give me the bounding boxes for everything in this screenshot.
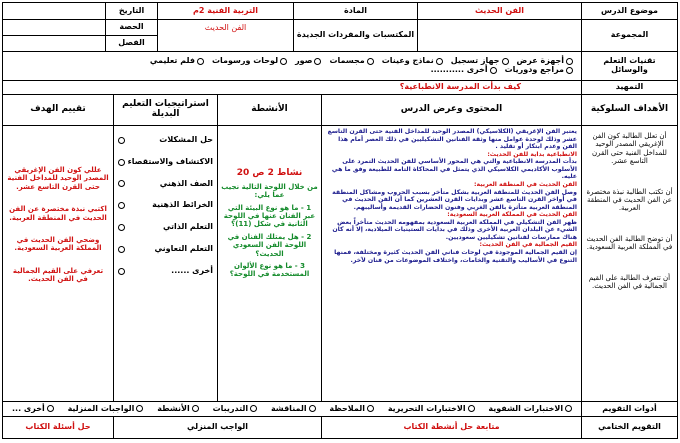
activities-body [218, 126, 321, 287]
prior-knowledge-label: المكتسبات والمفردات الجديدة [293, 20, 417, 51]
tool-option[interactable] [505, 66, 573, 75]
class-value [3, 36, 105, 51]
lesson-plan-sheet [2, 2, 678, 439]
strategy-label: التعلم الذاتي [162, 222, 213, 232]
content-heading-3: الفن الحديث في المملكة العربية السعودية: [447, 211, 577, 219]
final-book-questions: حل أسئلة الكتاب [25, 422, 91, 432]
tool-option[interactable] [329, 57, 373, 66]
strategy-item[interactable] [118, 180, 213, 189]
evaluation-option[interactable] [488, 405, 572, 414]
evaluation-tools-label: أدوات التقويم [581, 402, 677, 416]
assessment-item: اكتبي نبذة مختصرة عن الفن الحديث في المنطقة العربية. [9, 205, 107, 222]
date-value [3, 3, 105, 19]
objectives-header: الأهداف السلوكية [582, 95, 677, 126]
tool-option-label: أخرى ........... [430, 65, 488, 74]
evaluation-option-label: المناقشة [270, 403, 307, 413]
radio-circle-icon[interactable] [468, 405, 475, 412]
strategy-label: أخرى ...... [171, 265, 213, 275]
evaluation-option[interactable] [157, 405, 199, 414]
radio-circle-icon[interactable] [280, 58, 287, 65]
evaluation-option[interactable] [12, 405, 54, 414]
subject-label: المادة [293, 3, 417, 19]
radio-circle-icon[interactable] [309, 405, 316, 412]
strategy-label: الصف الذهني [159, 178, 213, 188]
radio-circle-icon[interactable] [118, 202, 125, 209]
strategy-item[interactable] [118, 158, 213, 167]
activity-title: نشاط 2 ص 20 [236, 168, 303, 178]
strategy-item[interactable] [118, 201, 213, 210]
radio-circle-icon[interactable] [47, 405, 54, 412]
evaluation-option-label: الواجبات المنزلية [67, 403, 135, 413]
content-header: المحتوى وعرض الدرس [322, 95, 581, 126]
radio-circle-icon[interactable] [118, 137, 125, 144]
tools-options [3, 52, 581, 80]
evaluation-option[interactable] [271, 405, 316, 414]
strategy-label: الاكتشاف والاستقصاء [127, 156, 213, 166]
objective-item: أن تكتب الطالبة نبذة مختصرة عن الفن الحديث في المنطقة العربية. [586, 187, 673, 213]
objective-item: أن تتعرف الطالبة على القيم الجمالية في الفن الحديث. [588, 273, 671, 290]
header-row-1 [3, 3, 677, 20]
evaluation-option-label: الاختبارات الشفوية [488, 403, 564, 413]
period-class-labels [105, 20, 157, 51]
radio-circle-icon[interactable] [118, 224, 125, 231]
strategy-item[interactable] [118, 245, 213, 254]
strategy-label: الخرائط الذهنية [152, 200, 213, 210]
evaluation-tools-row [3, 402, 677, 417]
lesson-topic-label: موضوع الدرس [581, 3, 677, 19]
assessment-column [3, 95, 113, 401]
tools-row-2 [427, 66, 577, 75]
tool-option-label: جهاز تسجيل [450, 56, 500, 66]
radio-circle-icon[interactable] [490, 67, 497, 74]
tool-option-label: فلم تعليمي [149, 56, 195, 66]
content-body [322, 126, 581, 266]
final-evaluation-label: التقويم الختامي [581, 417, 677, 438]
assessment-item: عللي كون الفن الإغريقي المصدر الوحيد للمداخل الفنية حتى القرن التاسع عشر. [7, 166, 109, 191]
subject-value: التربية الفنية 2م [157, 3, 293, 19]
tool-option-label: لوحات ورسومات [212, 56, 279, 66]
main-body [3, 95, 677, 402]
tool-option-label: نماذج وعينات [381, 56, 434, 66]
objectives-column [581, 95, 677, 401]
header-row-2 [3, 20, 677, 52]
evaluation-option-label: التدريبات [212, 403, 249, 413]
intro-label: التمهيد [581, 81, 677, 94]
intro-question: كيف بدأت المدرسة الانطباعية؟ [399, 82, 521, 92]
activity-subtitle: من خلال اللوحة التالية نجيب عما يلي: [221, 182, 318, 200]
radio-circle-icon[interactable] [118, 268, 125, 275]
evaluation-option-label: أخرى ... [12, 403, 45, 413]
assessment-header: تقييم الهدف [3, 95, 113, 126]
objectives-list [582, 126, 677, 296]
content-heading-4: القيم الجمالية في الفن الحديث: [479, 241, 577, 249]
assessment-item: وضحي الفن الحديث في المملكة العربية السعودية. [14, 235, 102, 253]
strategy-label: التعلم التعاوني [154, 243, 213, 253]
radio-circle-icon[interactable] [118, 159, 125, 166]
radio-circle-icon[interactable] [367, 405, 374, 412]
tools-label: تقنيات التعلم والوسائل [581, 52, 677, 80]
strategies-header: استراتيجيات التعليم البديلة [114, 95, 217, 126]
activity-question-2: 2 - هل يمتلك الفنان في اللوحة الفن السعودي الحديث؟ [227, 232, 312, 258]
evaluation-tools-options [3, 402, 581, 416]
radio-circle-icon[interactable] [192, 405, 199, 412]
activities-column [217, 95, 321, 401]
evaluation-option[interactable] [329, 405, 374, 414]
evaluation-option[interactable] [213, 405, 258, 414]
content-paragraph-2: بدأت المدرسة الانطباعية والتي هي المحور الأساسي للفن الحديث التمرد على الأسلوب الأكاديمي الكلاسيكي الذي يتمثل في المحاكاة التامة للطبيعة وفق ما هي عليه. [331, 158, 577, 181]
radio-circle-icon[interactable] [566, 58, 573, 65]
content-paragraph-1: يعتبر الفن الإغريقي (الكلاسيكي) المصدر الوحيد للمداخل الفنية حتى القرن التاسع عشر وذلك لوحدة عوامل منها وثقة الفنانين التشكيليين في ذلك العصر أمام هذا الفن وعدم ابتكار أو تقليد . [327, 128, 577, 151]
evaluation-option-label: الملاحظة [329, 403, 365, 413]
final-evaluation-row [3, 417, 677, 438]
lesson-topic-value: الفن الحديث [417, 3, 581, 19]
radio-circle-icon[interactable] [136, 405, 143, 412]
strategy-item[interactable] [118, 136, 213, 145]
radio-circle-icon[interactable] [367, 58, 374, 65]
objective-item: أن توضح الطالبة الفن الحديث في المملكة العربية السعودية. [586, 234, 673, 252]
evaluation-option[interactable] [388, 405, 475, 414]
group-value: الفن الحديث [157, 20, 293, 51]
content-heading-1: الانطباعية بداية للفن الحديث: [487, 150, 577, 158]
strategy-label: حل المشكلات [159, 135, 213, 144]
evaluation-option[interactable] [68, 405, 144, 414]
activity-question-1: 1 - ما هو نوع البيئة التي عبر الفنان عنها في اللوحة الثانية في شكل (11)؟ [223, 203, 316, 229]
tool-option[interactable] [212, 57, 287, 66]
activity-question-3: 3 - ما هو نوع الألوان المستخدمة في اللوحة؟ [229, 261, 310, 279]
evaluation-option-label: الأنشطة [157, 403, 190, 413]
strategy-item[interactable] [118, 223, 213, 232]
evaluation-option-label: الاختبارات التحريرية [387, 403, 466, 413]
radio-circle-icon[interactable] [565, 405, 572, 412]
strategy-item[interactable] [118, 267, 213, 276]
strategies-list [114, 126, 217, 286]
intro-row [3, 81, 677, 95]
tools-row [3, 52, 677, 81]
content-paragraph-4: ظهر الفن التشكيلي في المملكة العربية السعودية بمفهومه الحديث متأخراً بعض الشيء عن البلدان العربية الأخرى وذلك في بدايات الستينيات الميلادية، إلا أنه كان هناك ممارسات لفنانين تشكيليين سعوديين. [332, 218, 577, 241]
radio-circle-icon[interactable] [566, 67, 573, 74]
tool-option[interactable] [295, 57, 321, 66]
radio-circle-icon[interactable] [314, 58, 321, 65]
content-heading-2: الفن الحديث في المنطقة العربية: [474, 180, 577, 188]
tool-option-label: مراجع ودوريات [504, 65, 564, 74]
assessment-list [3, 126, 113, 288]
tool-option-label: مجسمات [329, 56, 365, 66]
date-label: التاريخ [105, 3, 157, 19]
final-homework: الواجب المنزلي [113, 417, 321, 438]
period-value [3, 20, 105, 36]
final-book-activities: متابعة حل أنشطة الكتاب [321, 417, 581, 438]
radio-circle-icon[interactable] [250, 405, 257, 412]
tool-option-label: صور [295, 56, 313, 66]
tool-option-label: أجهزة عرض [516, 56, 564, 66]
content-paragraph-5: إن القيم الجمالية الموجودة في لوحات فناني الفن الحديث كثيرة ومختلفة، فمنها التنوع في الأساليب والتقنية والخامات، واختلاف الموضوعات من فنان لآخر. [334, 249, 577, 264]
content-paragraph-3: وصل الفن الحديث للمنطقة العربية بشكل متأخر بسبب الحروب ومشاكل المنطقة في أواخر القرن التاسع عشر وبدايات القرن العشرين كما أن الفن الحديث في المنطقة العربية متأثرة بالفن الغربي وفنون الحضارات القديمة وأساليبهم. [332, 188, 577, 211]
group-blank [417, 20, 581, 51]
group-label: المجموعة [581, 20, 677, 51]
period-label: الحصة [106, 20, 157, 36]
tool-option[interactable] [150, 57, 204, 66]
activities-header: الأنشطة [218, 95, 321, 126]
strategies-column [113, 95, 217, 401]
tool-option[interactable] [431, 66, 497, 75]
objective-item: أن تعلل الطالبة كون الفن الإغريقي المصدر الوحيد للمداخل الفنية حتى القرن التاسع عشر. [592, 132, 667, 166]
assessment-item: تعرفي على القيم الجمالية في الفن الحديث. [12, 266, 104, 284]
radio-circle-icon[interactable] [197, 58, 204, 65]
radio-circle-icon[interactable] [118, 180, 125, 187]
radio-circle-icon[interactable] [118, 246, 125, 253]
period-class-values [3, 20, 105, 51]
content-column [321, 95, 581, 401]
class-label: الفصل [118, 38, 145, 48]
